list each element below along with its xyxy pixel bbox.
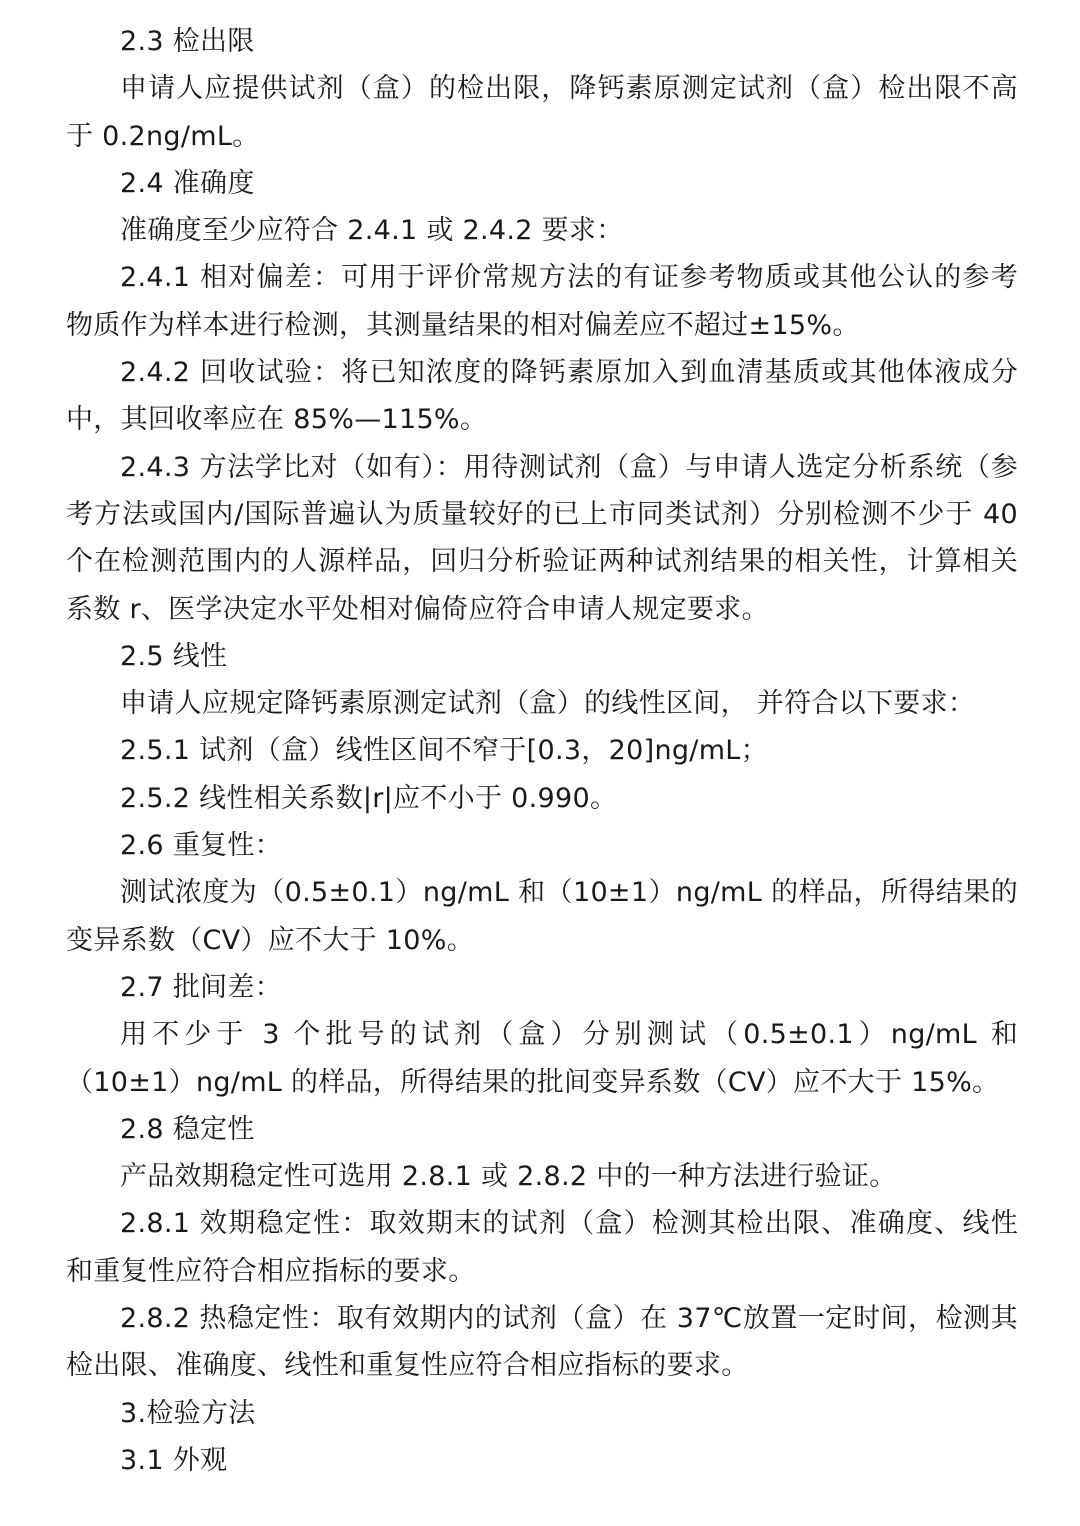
section-heading-2-3: 2.3 检出限 xyxy=(120,26,255,57)
paragraph-relative-deviation: 2.4.1 相对偏差：可用于评价常规方法的有证参考物质或其他公认的参考物质作为样本进行检测，其测量结果的相对偏差应不超过±15%。 xyxy=(66,262,1018,341)
paragraph-linearity-intro: 申请人应规定降钙素原测定试剂（盒）的线性区间， 并符合以下要求： xyxy=(120,688,976,720)
paragraph-accuracy-intro: 准确度至少应符合 2.4.1 或 2.4.2 要求： xyxy=(120,215,624,247)
paragraph-shelf-life-stability: 2.8.1 效期稳定性：取效期末的试剂（盒）检测其检出限、准确度、线性和重复性应符合相应指标的要求。 xyxy=(66,1208,1018,1287)
paragraph-thermal-stability: 2.8.2 热稳定性：取有效期内的试剂（盒）在 37℃放置一定时间，检测其检出限、准确度、线性和重复性应符合相应指标的要求。 xyxy=(66,1303,1018,1382)
section-heading-2-8: 2.8 稳定性 xyxy=(120,1113,255,1145)
paragraph-method-comparison: 2.4.3 方法学比对（如有）：用待测试剂（盒）与申请人选定分析系统（参考方法或国内/国际普遍认为质量较好的已上市同类试剂）分别检测不少于 40 个在检测范围内的人源样品，回归分析验证两种试剂结果的相关性，计算相关系数 r、医学决定水平处相对偏倚应符合申请人规定要求。 xyxy=(66,451,1018,625)
paragraph-repeatability: 测试浓度为（0.5±0.1）ng/mL 和（10±1）ng/mL 的样品，所得结果的变异系数（CV）应不大于 10%。 xyxy=(66,877,1018,956)
paragraph-batch-variation: 用不少于 3 个批号的试剂（盒）分别测试（0.5±0.1）ng/mL 和（10±1）ng/mL 的样品，所得结果的批间变异系数（CV）应不大于 15%。 xyxy=(66,1019,1018,1098)
section-heading-3-1: 3.1 外观 xyxy=(120,1444,228,1476)
paragraph-linearity-correlation: 2.5.2 线性相关系数|r|应不小于 0.990。 xyxy=(120,782,618,814)
paragraph-detection-limit: 申请人应提供试剂（盒）的检出限，降钙素原测定试剂（盒）检出限不高于 0.2ng/mL。 xyxy=(66,73,1018,152)
paragraph-recovery-test: 2.4.2 回收试验：将已知浓度的降钙素原加入到血清基质或其他体液成分中，其回收率应在 85%—115%。 xyxy=(66,357,1018,436)
section-heading-2-4: 2.4 准确度 xyxy=(120,167,255,199)
paragraph-linearity-range: 2.5.1 试剂（盒）线性区间不窄于[0.3，20]ng/mL； xyxy=(120,735,768,767)
section-heading-2-7: 2.7 批间差： xyxy=(120,971,282,1003)
paragraph-stability-intro: 产品效期稳定性可选用 2.8.1 或 2.8.2 中的一种方法进行验证。 xyxy=(120,1161,897,1193)
section-heading-2-6: 2.6 重复性： xyxy=(120,830,282,862)
section-heading-2-5: 2.5 线性 xyxy=(120,640,228,672)
section-heading-3: 3.检验方法 xyxy=(120,1397,256,1429)
